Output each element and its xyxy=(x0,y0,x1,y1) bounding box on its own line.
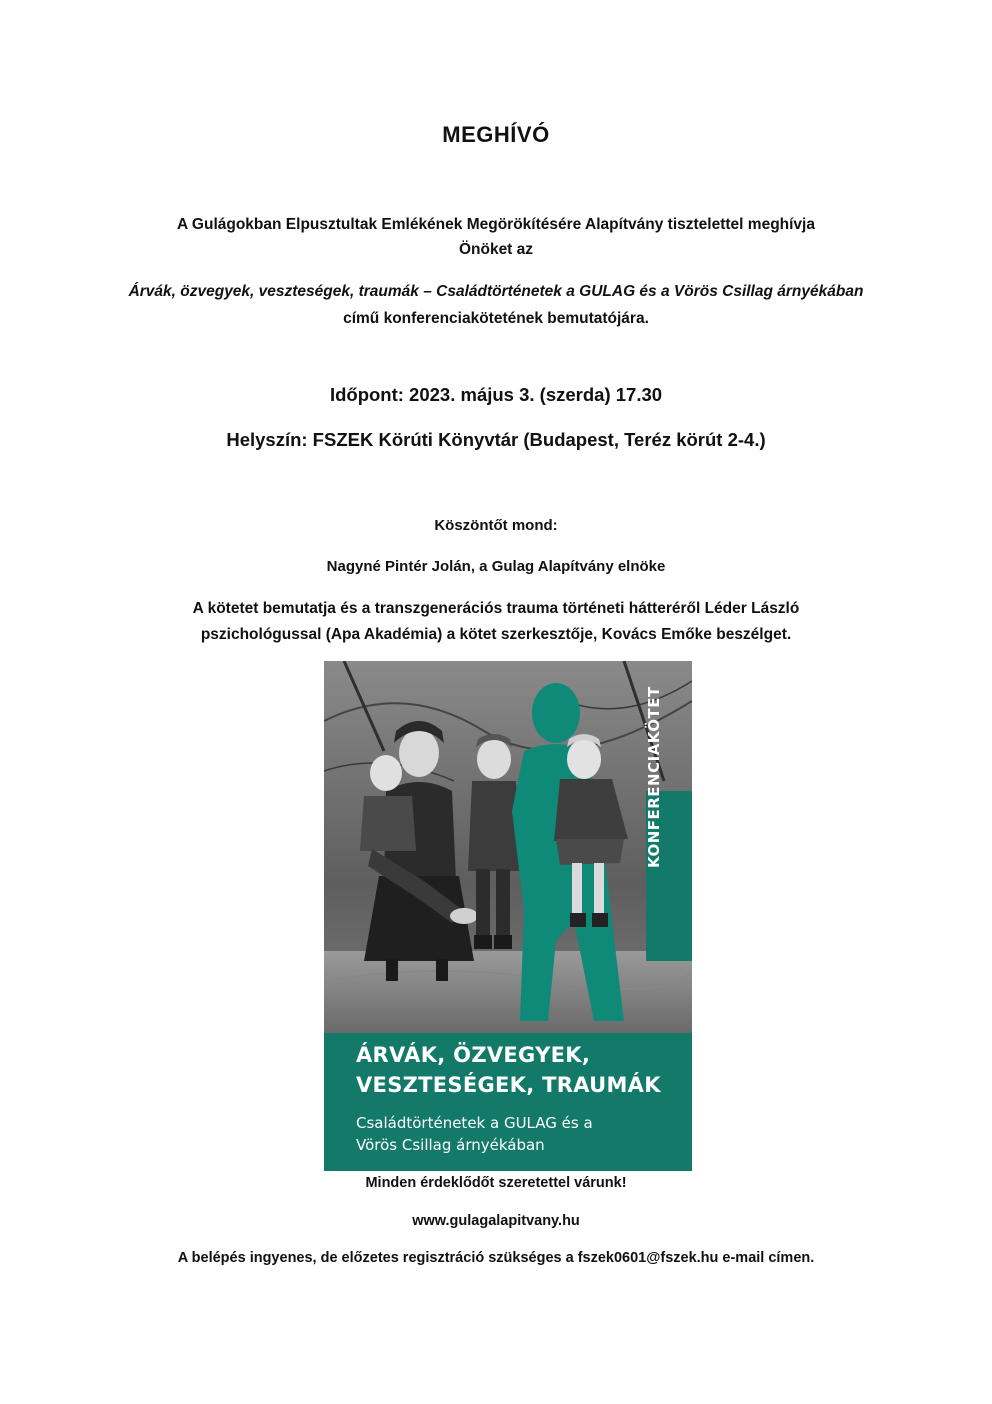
greeter-name: Nagyné Pintér Jolán, a Gulag Alapítvány elnöke xyxy=(326,558,666,575)
cover-title-line-2: VESZTESÉGEK, TRAUMÁK xyxy=(356,1073,661,1097)
cover-subtitle-line-1: Családtörténetek a GULAG és a xyxy=(356,1114,593,1132)
intro-line-2: Önöket az xyxy=(458,241,534,258)
welcome-text: Minden érdeklődőt szeretettel várunk! xyxy=(365,1175,627,1191)
entry-info: A belépés ingyenes, de előzetes regisztráció szükséges a fszek0601@fszek.hu e-mail címen. xyxy=(177,1250,815,1266)
presenter-line-1: A kötetet bemutatja és a transzgenerációs trauma történeti hátteréről Léder László xyxy=(192,600,800,617)
page-title: MEGHÍVÓ xyxy=(442,122,550,147)
book-title-suffix: című konferenciakötetének bemutatójára. xyxy=(343,310,649,327)
cover-title xyxy=(356,1040,686,1100)
website-link[interactable]: www.gulagalapitvany.hu xyxy=(412,1213,580,1229)
greeting-label: Köszöntőt mond: xyxy=(434,517,558,534)
book-title-paragraph xyxy=(110,278,882,332)
event-location: Helyszín: FSZEK Körúti Könyvtár (Budapest, Teréz körút 2-4.) xyxy=(226,429,766,450)
intro-line-1: A Gulágokban Elpusztultak Emlékének Megörökítésére Alapítvány tisztelettel meghívja xyxy=(177,216,815,233)
presenter-line-2: pszichológussal (Apa Akadémia) a kötet szerkesztője, Kovács Emőke beszélget. xyxy=(200,626,792,643)
cover-subtitle xyxy=(356,1112,686,1156)
cover-title-line-1: ÁRVÁK, ÖZVEGYEK, xyxy=(356,1043,591,1067)
intro-paragraph xyxy=(120,212,872,262)
event-time: Időpont: 2023. május 3. (szerda) 17.30 xyxy=(329,384,663,405)
cover-subtitle-line-2: Vörös Csillag árnyékában xyxy=(356,1136,545,1154)
presenter-paragraph xyxy=(120,596,872,648)
book-title-italic: Árvák, özvegyek, veszteségek, traumák – Családtörténetek a GULAG és a Vörös Csillag árnyékában xyxy=(128,283,864,300)
cover-spine-label: KONFERENCIAKÖTET xyxy=(645,686,663,868)
